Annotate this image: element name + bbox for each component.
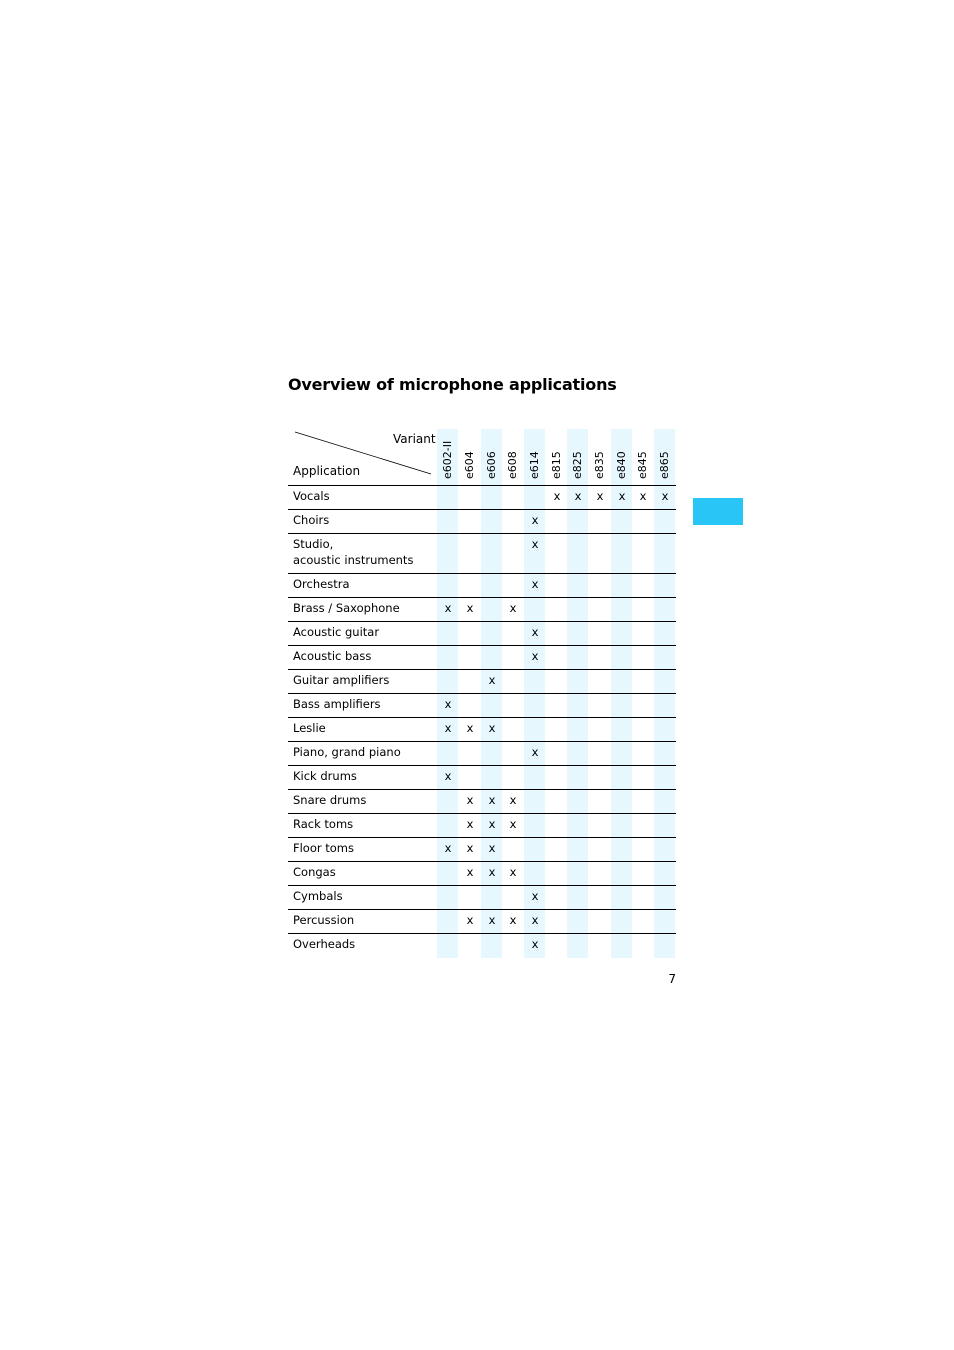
row-divider xyxy=(288,669,676,670)
cell-mark: x xyxy=(444,721,452,735)
row-divider xyxy=(288,813,676,814)
cell-mark: x xyxy=(531,913,539,927)
cell-mark: x xyxy=(509,865,517,879)
column-header xyxy=(459,429,481,485)
cell-mark: x xyxy=(531,513,539,527)
row-divider xyxy=(288,509,676,510)
column-header-label: e835 xyxy=(593,451,606,479)
cell-mark: x xyxy=(639,489,647,503)
cell-mark: x xyxy=(444,769,452,783)
column-header xyxy=(437,429,459,485)
column-header-label: e608 xyxy=(506,451,519,479)
row-label: Orchestra xyxy=(293,577,350,591)
column-header xyxy=(611,429,633,485)
variant-header-label: Variant xyxy=(393,432,436,446)
row-label: Cymbals xyxy=(293,889,343,903)
row-label: Acoustic bass xyxy=(293,649,372,663)
row-divider xyxy=(288,645,676,646)
row-label: Floor toms xyxy=(293,841,355,855)
cell-mark: x xyxy=(466,721,474,735)
row-divider xyxy=(288,597,676,598)
column-header-label: e865 xyxy=(658,451,671,479)
row-label: Studio, acoustic instruments xyxy=(293,537,414,567)
column-header-label: e604 xyxy=(463,451,476,479)
row-divider xyxy=(288,861,676,862)
cell-mark: x xyxy=(531,937,539,951)
cell-mark: x xyxy=(509,793,517,807)
row-divider xyxy=(288,717,676,718)
row-divider xyxy=(288,741,676,742)
column-header xyxy=(632,429,654,485)
cell-mark: x xyxy=(531,889,539,903)
cell-mark: x xyxy=(509,601,517,615)
column-header-label: e825 xyxy=(571,451,584,479)
row-divider xyxy=(288,573,676,574)
cell-mark: x xyxy=(618,489,626,503)
row-label: Acoustic guitar xyxy=(293,625,380,639)
row-divider xyxy=(288,933,676,934)
cell-mark: x xyxy=(531,625,539,639)
row-label: Bass amplifiers xyxy=(293,697,381,711)
page-title: Overview of microphone applications xyxy=(288,375,617,394)
cell-mark: x xyxy=(488,793,496,807)
row-label: Percussion xyxy=(293,913,355,927)
row-label: Vocals xyxy=(293,489,330,503)
column-header xyxy=(524,429,546,485)
row-label: Kick drums xyxy=(293,769,357,783)
row-divider xyxy=(288,885,676,886)
column-header-label: e845 xyxy=(636,451,649,479)
cell-mark: x xyxy=(444,841,452,855)
row-divider xyxy=(288,837,676,838)
row-label: Choirs xyxy=(293,513,330,527)
column-header-label: e606 xyxy=(485,451,498,479)
cell-mark: x xyxy=(488,673,496,687)
cell-mark: x xyxy=(553,489,561,503)
cell-mark: x xyxy=(574,489,582,503)
row-label: Rack toms xyxy=(293,817,354,831)
column-header xyxy=(546,429,568,485)
cell-mark: x xyxy=(488,913,496,927)
cell-mark: x xyxy=(531,649,539,663)
cell-mark: x xyxy=(531,577,539,591)
application-header-label: Application xyxy=(293,464,361,478)
row-label: Congas xyxy=(293,865,336,879)
cell-mark: x xyxy=(466,865,474,879)
row-label: Overheads xyxy=(293,937,356,951)
page-number: 7 xyxy=(668,972,676,986)
row-label: Leslie xyxy=(293,721,326,735)
cell-mark: x xyxy=(488,817,496,831)
column-header xyxy=(589,429,611,485)
cell-mark: x xyxy=(531,745,539,759)
cell-mark: x xyxy=(466,841,474,855)
row-divider xyxy=(288,485,676,486)
row-divider xyxy=(288,909,676,910)
column-header-label: e614 xyxy=(528,451,541,479)
column-header xyxy=(567,429,589,485)
cell-mark: x xyxy=(488,841,496,855)
cell-mark: x xyxy=(466,601,474,615)
row-divider xyxy=(288,765,676,766)
column-header-label: e840 xyxy=(615,451,628,479)
column-header-label: e602-II xyxy=(441,440,454,479)
cell-mark: x xyxy=(488,721,496,735)
row-divider xyxy=(288,621,676,622)
row-divider xyxy=(288,789,676,790)
cell-mark: x xyxy=(509,913,517,927)
cell-mark: x xyxy=(661,489,669,503)
row-divider xyxy=(288,693,676,694)
column-header-label: e815 xyxy=(550,451,563,479)
cell-mark: x xyxy=(509,817,517,831)
cell-mark: x xyxy=(466,793,474,807)
cell-mark: x xyxy=(466,913,474,927)
cell-mark: x xyxy=(444,697,452,711)
column-header xyxy=(654,429,676,485)
cell-mark: x xyxy=(466,817,474,831)
column-header xyxy=(481,429,503,485)
row-label: Piano, grand piano xyxy=(293,745,401,759)
cell-mark: x xyxy=(596,489,604,503)
cell-mark: x xyxy=(444,601,452,615)
row-label: Brass / Saxophone xyxy=(293,601,400,615)
cell-mark: x xyxy=(531,537,539,551)
cell-mark: x xyxy=(488,865,496,879)
row-divider xyxy=(288,533,676,534)
column-header xyxy=(502,429,524,485)
row-label: Snare drums xyxy=(293,793,367,807)
row-label: Guitar amplifiers xyxy=(293,673,390,687)
